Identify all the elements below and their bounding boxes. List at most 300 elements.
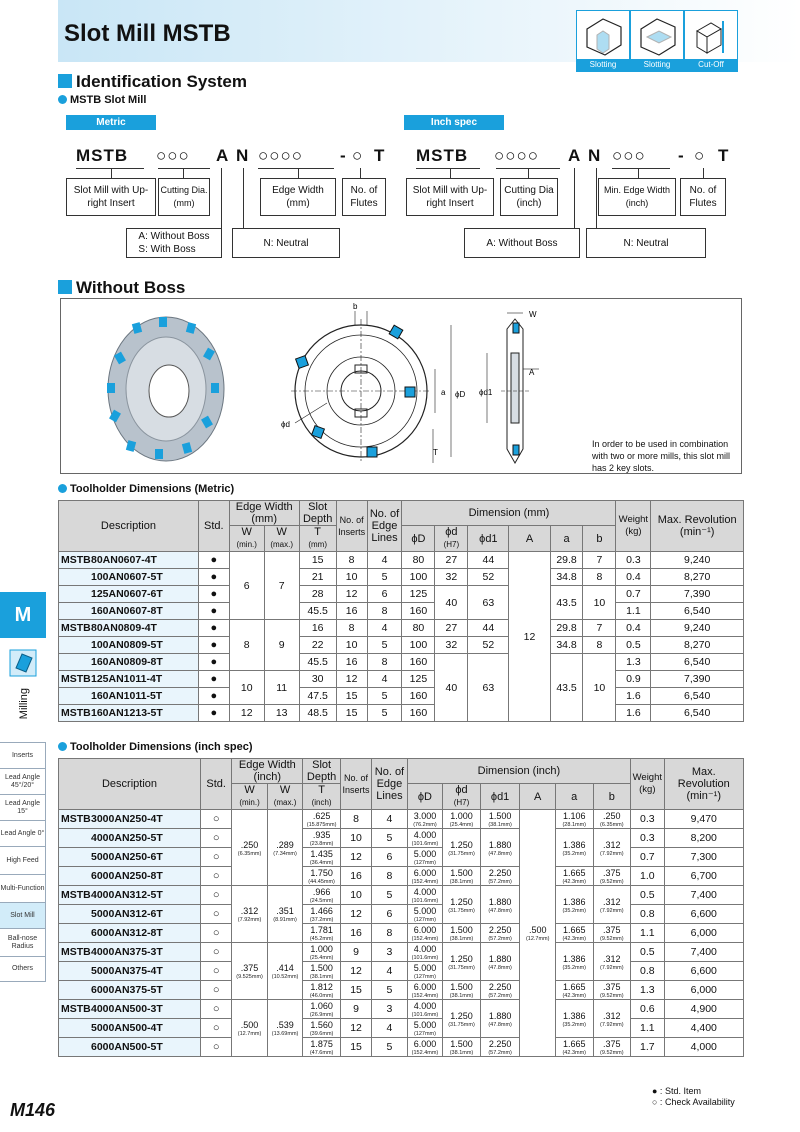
sidebar-item-inserts[interactable]: Inserts [0,742,46,768]
phid-cell [443,886,481,924]
slotting-step-icon: Slotting [630,10,684,72]
row-code: 100AN0809-5T [59,637,199,654]
b-cell: 8 [583,637,616,654]
std-mark: ○ [201,924,232,943]
phid-cell: 32 [435,569,468,586]
b-mm: (6.35mm) [600,822,624,828]
inch-table-body [59,810,744,1057]
row-code [59,1019,201,1038]
phiD-mm: (101.6mm) [411,955,439,961]
std-mark: ● [198,552,229,569]
t-value: .935 [312,830,331,840]
phid1-mm: (47.8mm) [488,907,512,914]
w-min-cell [232,943,268,1000]
phid-value: 1.000 [450,811,473,821]
a-cell [555,1000,593,1038]
inserts-cell: 10 [340,886,371,905]
phid1-mm: (47.8mm) [488,850,512,857]
t-cell: 30 [299,671,336,688]
inserts-cell: 16 [340,924,371,943]
col-slot-depth: Slot Depth [303,759,341,784]
b-mm: (9.52mm) [600,1050,624,1056]
phid1-cell: 63 [468,654,509,722]
col-w-max: W (max.) [267,784,303,810]
revolution-cell: 9,240 [651,620,744,637]
bullet-icon [58,484,67,493]
dim-A-label: A [529,368,535,377]
connector-line [258,168,334,169]
revolution-cell: 6,540 [651,688,744,705]
b-mm: (7.92mm) [600,964,624,971]
w-min-mm: (12.7mm) [237,1031,262,1037]
std-mark: ○ [201,867,232,886]
sidebar-item-high-feed[interactable]: High Feed [0,846,46,874]
weight-cell: 0.5 [616,637,651,654]
phid1-mm: (57.2mm) [488,936,512,942]
weight-cell: 0.4 [616,569,651,586]
t-mm: (23.8mm) [309,841,334,847]
std-mark: ● [198,637,229,654]
phiD-cell [407,981,443,1000]
col-std: Std. [201,759,232,810]
edge-lines-cell: 8 [372,924,408,943]
table-row [59,867,744,886]
a-mm: (35.2mm) [562,1021,586,1028]
std-mark: ○ [201,848,232,867]
std-mark: ● [198,654,229,671]
row-code [59,829,201,848]
std-mark: ● [198,688,229,705]
phiD-value: 3.000 [413,811,437,821]
table-row [59,1038,744,1057]
col-a: a [550,526,583,552]
revolution-cell: 4,900 [664,1000,743,1019]
phiD-mm: (127mm) [413,917,436,923]
row-prefix: MSTB [61,813,91,825]
A-mm: (12.7mm) [525,936,550,942]
weight-cell: 0.3 [631,829,664,848]
t-cell [303,867,341,886]
edge-lines-cell: 5 [367,637,402,654]
table-row [59,943,744,962]
phid-cell [443,981,481,1000]
t-value: 1.000 [310,944,333,954]
phid1-value: 1.880 [488,896,512,907]
row-code: MSTB160AN1213-5T [59,705,199,722]
table-row [59,924,744,943]
phiD-mm: (101.6mm) [411,1012,439,1018]
row-code: 160AN1011-5T [59,688,199,705]
metric-box-boss: A: Without Boss S: With Boss [126,228,222,258]
phid1-cell [480,981,520,1000]
t-cell [303,810,341,829]
b-mm: (9.52mm) [600,879,624,885]
inserts-cell: 15 [340,981,371,1000]
phid-cell [443,867,481,886]
a-cell: 43.5 [550,586,583,620]
t-mm: (45.2mm) [309,936,334,942]
b-cell: 8 [583,569,616,586]
sidebar-item-multi-function[interactable]: Multi-Function [0,874,46,902]
a-mm: (42.3mm) [562,936,586,942]
row-code-text: 6000AN250-8T [91,870,163,882]
connector-line [612,168,670,169]
revolution-cell: 8,270 [651,637,744,654]
legend-availability: ○ : Check Availability [652,1097,735,1107]
col-phid1: ϕd1 [468,526,509,552]
inserts-cell: 12 [336,586,367,603]
table-row [59,586,744,603]
inserts-cell: 12 [336,671,367,688]
connector-line [298,168,299,178]
dim-phid1-label: ϕd1 [479,388,493,397]
sidebar-item-others[interactable]: Others [0,956,46,982]
phiD-mm: (127mm) [413,974,436,980]
b-value: .250 [603,811,621,821]
t-cell: 48.5 [299,705,336,722]
row-code-text: 4000AN375-3T [91,946,163,958]
t-cell: 15 [299,552,336,569]
revolution-cell: 8,200 [664,829,743,848]
w-min-cell [232,1000,268,1057]
phiD-mm: (152.4mm) [411,1050,439,1056]
phid1-value: 1.880 [488,839,512,850]
sidebar-item-ball-nose[interactable]: Ball-nose Radius [0,928,46,956]
dim-a-label: a [441,388,446,397]
connector-line [703,168,704,178]
a-value: 1.386 [562,1010,586,1021]
phiD-mm: (152.4mm) [411,879,439,885]
phiD-value: 5.000 [413,849,437,859]
t-value: .966 [312,887,331,897]
col-max-revolution: Max. Revolution (min⁻¹) [651,501,744,552]
phid1-mm: (57.2mm) [488,879,512,885]
bullet-icon [58,742,67,751]
t-cell [303,981,341,1000]
phid-mm: (38.1mm) [449,936,474,942]
phid-mm: (25.4mm) [449,822,474,828]
inch-box-slot-mill: Slot Mill with Up-right Insert [406,178,494,216]
inch-box-edge-width: Min. Edge Width (inch) [598,178,676,216]
row-code [59,962,201,981]
weight-cell: 1.0 [631,867,664,886]
cutoff-icon: Cut-Off [684,10,738,72]
phiD-mm: (101.6mm) [411,841,439,847]
phid1-mm: (57.2mm) [488,1050,512,1056]
row-code [59,886,201,905]
w-max-mm: (13.69mm) [271,1031,299,1037]
b-mm: (7.92mm) [600,907,624,914]
col-b: b [593,784,631,810]
revolution-cell: 6,000 [664,981,743,1000]
col-A: A [520,784,556,810]
row-code [59,905,201,924]
sidebar-nav [0,742,46,982]
std-mark: ● [198,569,229,586]
phid1-value: 1.500 [488,811,512,821]
sidebar-item-slot-mill[interactable]: Slot Mill [0,902,46,928]
A-cell [520,810,556,1057]
phiD-cell [407,810,443,829]
connector-line [158,168,210,169]
weight-cell: 0.5 [631,886,664,905]
revolution-cell: 7,400 [664,886,743,905]
inch-box-cutting-dia: Cutting Dia (inch) [500,178,558,216]
row-code-text: 5000AN500-4T [91,1022,163,1034]
phiD-cell: 125 [402,586,435,603]
table-row [59,569,744,586]
connector-line [243,168,244,230]
phid1-cell [480,1038,520,1057]
revolution-cell: 6,540 [651,603,744,620]
t-cell [303,848,341,867]
col-phid: ϕd (H7) [443,784,481,810]
t-cell [303,962,341,981]
w-max-cell [267,1000,303,1057]
A-cell: 12 [509,552,550,722]
inch-table-title: Toolholder Dimensions (inch spec) [58,741,253,753]
a-value: 1.665 [562,925,586,935]
without-boss-heading: Without Boss [58,278,185,298]
milling-category-label: Milling [18,688,30,720]
col-phid: ϕd (H7) [435,526,468,552]
revolution-cell: 7,400 [664,943,743,962]
w-min-cell: 12 [229,705,264,722]
metric-box-slot-mill: Slot Mill with Up-right Insert [66,178,156,216]
section-marker-icon [58,280,72,294]
col-weight: Weight (kg) [631,759,664,810]
w-min-cell: 8 [229,620,264,671]
section-tab-m[interactable]: M [0,592,46,638]
phid1-mm: (38.1mm) [488,822,512,828]
phid-mm: (31.75mm) [448,964,475,971]
col-phiD: ϕD [402,526,435,552]
w-min-value: .312 [240,906,259,916]
b-cell: 10 [583,654,616,722]
phid-cell [443,1038,481,1057]
table-row [59,637,744,654]
phiD-cell [407,848,443,867]
table-row [59,848,744,867]
weight-cell: 1.7 [631,1038,664,1057]
table-row [59,1019,744,1038]
phiD-mm: (152.4mm) [411,936,439,942]
a-mm: (35.2mm) [562,964,586,971]
weight-cell: 1.1 [631,1019,664,1038]
connector-line [183,168,184,178]
row-code [59,981,201,1000]
col-edge-lines: No. of Edge Lines [367,501,402,552]
legend [652,1086,735,1108]
legend-std: ● : Std. Item [652,1086,701,1096]
table-row [59,1000,744,1019]
col-b: b [583,526,616,552]
table-row [59,552,744,569]
inserts-cell: 9 [340,1000,371,1019]
a-mm: (35.2mm) [562,850,586,857]
table-row [59,905,744,924]
page-title: Slot Mill MSTB [64,20,231,47]
phid-value: 1.250 [450,1010,473,1021]
t-cell: 21 [299,569,336,586]
edge-lines-cell: 5 [372,886,408,905]
phiD-cell: 160 [402,688,435,705]
sidebar-item-lead-angle-15[interactable]: Lead Angle 15° [0,794,46,820]
phid-cell [443,810,481,829]
phid-value: 1.500 [450,982,473,992]
col-inserts: No. of Inserts [336,501,367,552]
t-cell: 45.5 [299,654,336,671]
revolution-cell: 6,540 [651,654,744,671]
phid-cell [443,924,481,943]
edge-lines-cell: 6 [372,848,408,867]
col-A: A [509,526,550,552]
phid-cell [443,943,481,981]
phiD-cell: 160 [402,603,435,620]
b-value: .375 [603,1039,621,1049]
a-cell [555,1038,593,1057]
w-min-value: .250 [240,839,259,850]
A-value: .500 [528,925,547,935]
inserts-cell: 15 [336,705,367,722]
phid1-mm: (57.2mm) [488,993,512,999]
phid1-mm: (47.8mm) [488,1021,512,1028]
connector-line [638,168,639,178]
a-mm: (42.3mm) [562,993,586,999]
inch-spec-tag: Inch spec [404,115,504,130]
phid-cell [443,829,481,867]
col-edge-width: Edge Width (mm) [229,501,299,526]
edge-lines-cell: 4 [372,1019,408,1038]
sidebar-item-lead-angle-0[interactable]: Lead Angle 0° [0,820,46,846]
col-slot-depth: Slot Depth [299,501,336,526]
sidebar-item-lead-angle-45[interactable]: Lead Angle 45°/20° [0,768,46,794]
identification-subtitle: MSTB Slot Mill [58,94,146,106]
phid1-cell [480,943,520,981]
table-row [59,671,744,688]
metric-box-edge-width: Edge Width (mm) [260,178,336,216]
inserts-cell: 15 [340,1038,371,1057]
edge-lines-cell: 6 [367,586,402,603]
std-mark: ○ [201,943,232,962]
revolution-cell: 6,540 [651,705,744,722]
row-code-text: 6000AN500-5T [91,1041,163,1053]
col-max-revolution: Max. Revolution (min⁻¹) [664,759,743,810]
phid1-value: 2.250 [488,925,512,935]
weight-cell: 1.1 [616,603,651,620]
std-mark: ○ [201,905,232,924]
edge-lines-cell: 4 [372,810,408,829]
a-cell [555,924,593,943]
inserts-cell: 8 [340,810,371,829]
phiD-cell [407,1038,443,1057]
t-value: .625 [312,811,331,821]
phid-value: 1.250 [450,839,473,850]
b-value: .312 [603,896,621,907]
std-mark: ● [198,620,229,637]
phiD-value: 5.000 [413,963,437,973]
t-mm: (47.6mm) [309,1050,334,1056]
phid-mm: (38.1mm) [449,1050,474,1056]
revolution-cell: 4,400 [664,1019,743,1038]
phid1-cell [480,810,520,829]
t-mm: (15.875mm) [306,822,337,828]
col-std: Std. [198,501,229,552]
col-dimension: Dimension (inch) [407,759,630,784]
std-mark: ● [198,705,229,722]
phiD-cell [407,1000,443,1019]
page-number: M146 [10,1100,56,1120]
row-code [59,1038,201,1057]
t-cell: 22 [299,637,336,654]
std-mark: ● [198,586,229,603]
t-mm: (39.6mm) [309,1031,334,1037]
table-row [59,962,744,981]
t-cell [303,1038,341,1057]
edge-lines-cell: 5 [367,705,402,722]
connector-line [360,168,361,178]
row-code [59,1000,201,1019]
a-mm: (28.1mm) [562,822,586,828]
dim-t-label: T [433,448,438,457]
phid1-value: 2.250 [488,1039,512,1049]
w-min-mm: (7.92mm) [237,917,262,923]
col-w-max: W (max.) [264,526,299,552]
row-prefix: MSTB [61,889,91,901]
phiD-value: 4.000 [413,944,437,954]
w-max-mm: (10.52mm) [271,974,299,980]
phiD-cell: 100 [402,637,435,654]
phiD-value: 6.000 [413,868,437,878]
col-dimension: Dimension (mm) [402,501,616,526]
b-value: .312 [603,953,621,964]
w-min-cell [232,886,268,943]
t-cell: 16 [299,620,336,637]
weight-cell: 0.9 [616,671,651,688]
w-min-value: .500 [240,1020,259,1030]
revolution-cell: 8,270 [651,569,744,586]
row-prefix: MSTB [61,946,91,958]
phid-cell: 32 [435,637,468,654]
connector-line [596,168,597,230]
inserts-cell: 10 [336,637,367,654]
a-cell: 43.5 [550,654,583,722]
b-mm: (9.52mm) [600,993,624,999]
row-code: 100AN0607-5T [59,569,199,586]
phiD-mm: (76.2mm) [413,822,437,828]
row-code: MSTB125AN1011-4T [59,671,199,688]
phid1-cell [480,886,520,924]
table-row [59,688,744,705]
row-code-text: 5000AN250-6T [91,851,163,863]
connector-line [111,168,112,178]
phiD-mm: (127mm) [413,860,436,866]
metric-tag: Metric [66,115,156,130]
row-code-text: 3000AN250-4T [91,813,163,825]
edge-lines-cell: 4 [372,962,408,981]
weight-cell: 0.7 [631,848,664,867]
phiD-value: 6.000 [413,1039,437,1049]
col-w-min: W (min.) [229,526,264,552]
phid1-value: 1.880 [488,1010,512,1021]
weight-cell: 1.6 [616,705,651,722]
combination-note: In order to be used in combination with two or more mills, this slot mill has 2 key slots. [592,439,731,473]
w-min-cell: 10 [229,671,264,705]
metric-table-title: Toolholder Dimensions (Metric) [58,483,234,495]
w-max-cell: 9 [264,620,299,671]
phid-value: 1.500 [450,1039,473,1049]
weight-cell: 1.3 [616,654,651,671]
